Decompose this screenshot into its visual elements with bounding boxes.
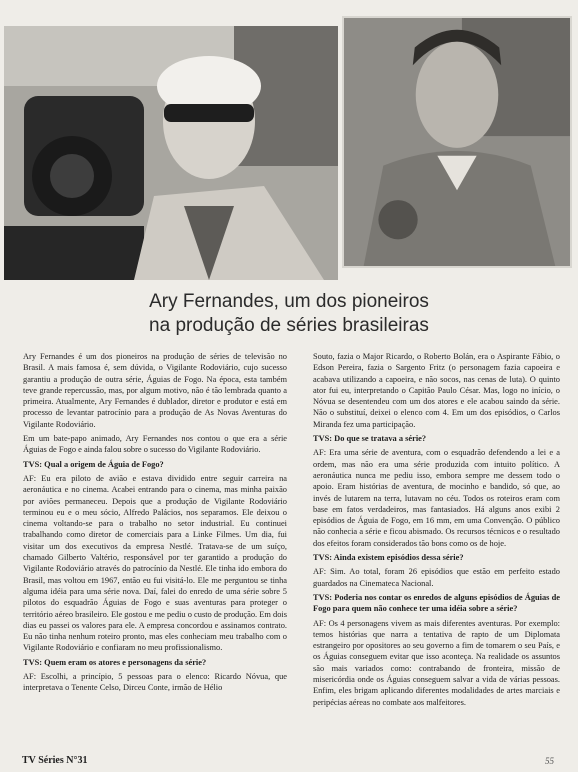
paragraph: Ary Fernandes é um dos pioneiros na produção de séries de televisão no Brasil. A mais famosa é, sem dúvida, o Vigilante Rodoviário, cujo sucesso garantiu a produção de outra série, Águias de Fogo. Na época, esta também teve grande repercussão, mas, por algum motivo, não é tão lembrada quanto a primeira. Atualmente, Ary Fernandes é dublador, diretor e produtor e está em processo de levantar patrocínio para a produção de As Novas Aventuras do Vigilante Rodoviário. (23, 352, 287, 429)
headline-line-2: na produção de séries brasileiras (149, 315, 429, 336)
paragraph: AF: Escolhi, a princípio, 5 pessoas para o elenco: Ricardo Nóvua, que interpretava o Tenente Celso, Dirceu Conte, irmão de Hélio (23, 672, 287, 693)
interview-question: TVS: Qual a origem de Águia de Fogo? (23, 459, 164, 469)
interview-question: TVS: Quem eram os atores e personagens da série? (23, 657, 207, 667)
paragraph: AF: Era uma série de aventura, com o esquadrão defendendo a lei e a ordem, mas não era uma série produzida com intuito político. A aeronáutica nunca me pediu isso, embora sempre me dessem todo o apoio. Eram histórias de aventura, de mocinho e bandido, só que, ao invés de lutarem na terra, lutavam no céu. Todos os roteiros eram com base em fatos verdadeiros, mas fantasiados. Há alguns anos exibi 2 episódios de Águia de Fogo, em 16 mm, em uma Convenção. O público não conhecia a série e ficou abismado. Os recursos técnicos e o resultado dos efeitos foram considerados tão bons como os de hoje. (313, 448, 560, 548)
paragraph: AF: Os 4 personagens vivem as mais diferentes aventuras. Por exemplo: temos histórias que narra a tentativa de rapto de um Diplomata estrangeiro por opositores ao seu governo a fim de tomarem o seu País, e os Águias conseguem evitar que isso aconteça. Na realidade os assuntos são mais variados como: contrabando de fronteira, missão de misericórdia onde os Águias conseguem salvar a vida de várias pessoas. Enfim, eles brigam aplicando diferentes modalidades de artes marciais e peripécias aéreas no combate aos malfeitores. (313, 618, 560, 707)
paragraph: Em um bate-papo animado, Ary Fernandes nos contou o que era a série Águias de Fogo e ainda falou sobre o sucesso do Vigilante Rodoviário. (23, 434, 287, 455)
article-headline (0, 290, 578, 338)
interview-question: TVS: Poderia nos contar os enredos de alguns episódios de Águias de Fogo para quem não conhece ter uma idéia sobre a série? (313, 592, 560, 614)
publication-name: TV Séries N°31 (22, 755, 88, 766)
photo-actor-portrait (342, 16, 572, 268)
paragraph: AF: Sim. Ao total, foram 26 episódios que estão em perfeito estado guardados na Cinemateca Nacional. (313, 567, 560, 588)
interview-question: TVS: Do que se tratava a série? (313, 434, 427, 444)
right-text-column (313, 351, 560, 711)
left-text-column (23, 351, 287, 697)
headline-line-1: Ary Fernandes, um dos pioneiros (149, 291, 429, 312)
interview-question: TVS: Ainda existem episódios dessa série? (313, 553, 464, 563)
paragraph: Souto, fazia o Major Ricardo, o Roberto Bolán, era o Aspirante Fábio, o Edson Pereira, fazia o Sargento Fritz (o personagem fazia capoeira e acabava utilizando a capoeira, e não socos, nas cenas de luta). O quinto ator fui eu, interpretando o Capitão Paulo César. Mas, logo no início, o Nóvua se desentendeu com um dos atores e ele acabou saindo da série. Não o substituí, deixei o elenco com 4. Em um dos episódios, o Carlos Miranda fez uma participação. (313, 352, 560, 429)
page-number: 55 (545, 756, 554, 766)
paragraph: AF: Eu era piloto de avião e estava dividido entre seguir carreira na aeronáutica e no cinema. Acabei entrando para o cinema, mas minha paixão por aviões permaneceu. Depois que a produção de Vigilante Rodoviário terminou eu e o meu sócio, Alfredo Palácios, nos separamos. Ele deixou o cinema voltando-se para o trabalho no setor industrial. Eu continuei trabalhando como diretor de comerciais para a Linke Filmes. Um dia, fui visitar um dos executivos da empresa Nestlé. Tratava-se de um suíço, chamado Gilberto Valtério, responsável por ter garantido a produção do Vigilante Rodoviário através do patrocínio da Nestlé. Ele tinha ido embora do Brasil, mas voltou em 1967, então eu fui visitá-lo. Ele me perguntou se tinha alguma idéia para uma série nova. Daí, falei do enredo de uma série sobre 5 pilotos do esquadrão Águias de Fogo e suas aventuras para proteger o território aéreo brasileiro. Ele gostou e me pediu o custo de produção. Em dois dias eu passei os valores para ele. A empresa concordou e assinamos contrato. Eu não tinha nenhum roteiro pronto, mas eles conheciam meu trabalho com o Vigilante Rodoviário e confiaram no meu profissionalismo. (23, 473, 287, 653)
photo-ary-fernandes-camera (4, 26, 338, 280)
